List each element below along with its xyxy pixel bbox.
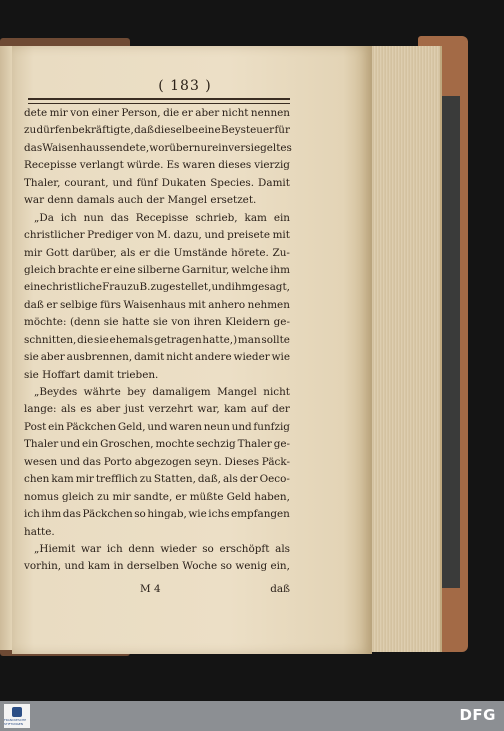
text-line-content: Thaler und ein Groschen, mochte sechzig Thaler ge- [24,438,290,451]
text-line-content: vorhin, und kam in derselben Woche so wenig ein, [24,560,290,573]
header-rule [28,98,290,104]
text-line [24,279,290,296]
text-line [24,245,290,262]
text-line-content: sie aber ausbrennen, damit nicht andere wieder wie [24,351,290,364]
text-line-content: „Hiemit war ich denn wieder so erschöpft als [34,542,290,555]
text-line-content: nomus gleich zu mir sandte, er müßte Geld haben, [24,490,290,503]
foundation-logo-text: FRANCKESCHE STIFTUNGEN [4,717,27,726]
text-line [24,454,290,471]
text-line [24,471,290,488]
text-line-content: chen kam mir trefflich zu Statten, daß, als der Oeco- [24,473,290,486]
text-line-content: „Da ich nun das Recepisse schrieb, kam ein [34,211,290,224]
text-line [24,384,290,401]
text-line [24,262,290,279]
viewer-footer-bar [0,701,504,731]
text-line [24,489,290,506]
text-line-content: zu dürfen bekräftigte, daß dieselbe eine Beysteuer für [24,124,290,137]
text-line [24,314,290,331]
text-line [24,541,290,558]
text-line [24,436,290,453]
text-line [24,140,290,157]
text-line [24,558,290,575]
text-line [24,401,290,418]
text-line [24,419,290,436]
text-line [24,210,290,227]
text-line-content: eine christliche Frau zu B. zugestellet, und ihm gesagt, [24,281,290,294]
text-line-content: wesen und das Porto abgezogen seyn. Dieses Päck- [24,455,290,468]
text-line-content: war denn damals auch der Mangel ersetzet. [24,194,257,207]
foundation-emblem-icon [12,707,22,717]
catchword: daß [270,583,290,595]
text-line [24,297,290,314]
text-line [24,227,290,244]
text-line-content: Recepisse verlangt würde. Es waren dieses vierzig [24,159,290,172]
text-line [24,175,290,192]
text-line-content: Post ein Päckchen Geld, und waren neun und funfzig [24,420,290,433]
text-line [24,192,290,209]
text-line-content: ich ihm das Päckchen so hingab, wie ichs empfangen [24,508,290,521]
page-text [24,105,290,576]
page-block-edges [368,46,442,652]
text-line [24,157,290,174]
text-line-content: Thaler, courant, und fünf Dukaten Species. Damit [24,176,290,189]
text-line [24,122,290,139]
text-line-content: mir Gott darüber, als er die Umstände hörete. Zu- [24,246,290,259]
text-line [24,524,290,541]
text-line-content: daß er selbige fürs Waisenhaus mit anhero nehmen [24,298,290,311]
text-line-content: christlicher Prediger von M. dazu, und preisete mit [24,229,290,242]
text-line [24,105,290,122]
dfg-logo[interactable]: DFG [459,706,496,724]
text-line-content: schnitten, die sie ehemals getragen hatte,) man sollte [24,333,290,346]
text-line [24,332,290,349]
text-line-content: das Waisenhaus sendete, worüber nur ein versiegeltes [24,141,292,154]
text-line [24,506,290,523]
page-footer [24,583,290,601]
text-line-content: dete mir von einer Person, die er aber nicht nennen [24,107,290,119]
text-line [24,349,290,366]
text-line-content: „Beydes währte bey damaligem Mangel nicht [34,386,290,398]
text-line-content: sie Hoffart damit trieben. [24,368,159,381]
text-line-content: lange: als es aber just verzehrt war, kam auf der [24,403,290,416]
page-number: ( 183 ) [158,78,212,94]
francke-foundation-logo[interactable] [4,704,30,728]
text-line [24,367,290,384]
text-line-content: hatte. [24,525,55,538]
signature-mark: M 4 [140,583,161,595]
text-line-content: möchte: (denn sie hatte sie von ihren Kleidern ge- [24,316,290,329]
text-line-content: gleich brachte er eine silberne Garnitur, welche ihm [24,263,290,276]
